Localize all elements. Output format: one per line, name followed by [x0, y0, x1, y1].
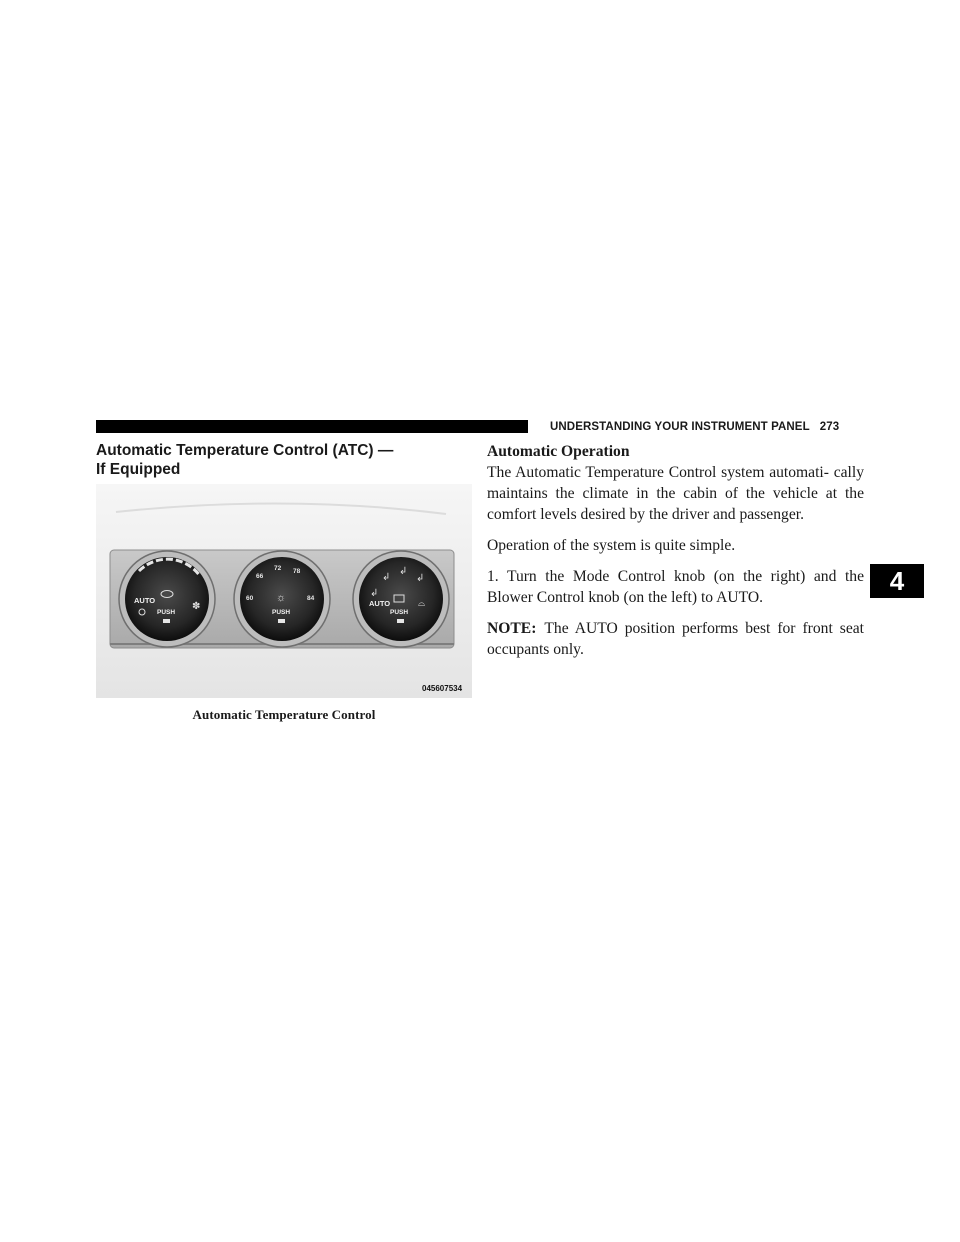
bilevel-mode-icon: ↲: [399, 566, 408, 577]
sun-icon: ☼: [276, 592, 287, 604]
temp-mark-60: 60: [246, 595, 254, 602]
paragraph-simple: Operation of the system is quite simple.: [487, 537, 736, 554]
mode-control-knob: [353, 551, 449, 647]
paragraph-step-1: 1. Turn the Mode Control knob (on the right) and the Blower Control knob (on the left) to AUTO.: [487, 568, 864, 606]
right-column: [487, 443, 864, 670]
note-text: The AUTO position performs best for front seat occupants only.: [487, 620, 864, 658]
mode-indicator-led: [397, 619, 404, 623]
section-heading-line2: If Equipped: [96, 461, 181, 478]
temp-indicator-led: [278, 619, 285, 623]
fan-icon: ✽: [192, 601, 201, 612]
floor-mode-icon: ↲: [416, 573, 425, 584]
mix-mode-icon: ↲: [370, 588, 379, 599]
atc-control-figure: [96, 484, 472, 698]
subsection-heading: Automatic Operation: [487, 443, 630, 460]
temp-mark-84: 84: [307, 595, 315, 602]
blower-push-label: PUSH: [157, 609, 176, 616]
panel-mode-icon: ↲: [382, 572, 391, 583]
front-defrost-icon: ⌓: [418, 598, 426, 608]
section-title: UNDERSTANDING YOUR INSTRUMENT PANEL: [550, 421, 810, 433]
figure-id: 045607534: [422, 684, 463, 693]
header-rule: [96, 420, 528, 433]
figure-caption: Automatic Temperature Control: [192, 707, 376, 722]
section-heading-line1: Automatic Temperature Control (ATC) —: [96, 442, 394, 459]
mode-auto-label: AUTO: [369, 599, 391, 608]
temp-push-label: PUSH: [272, 609, 291, 616]
note-paragraph: [487, 618, 864, 660]
mode-push-label: PUSH: [390, 609, 409, 616]
paragraph-intro: The Automatic Temperature Control system automati- cally maintains the climate in the cabin of the vehicle at the comfort levels desired by the driver and passenger.: [487, 464, 864, 523]
blower-indicator-led: [163, 619, 170, 623]
running-header: [550, 420, 839, 434]
page-number: 273: [819, 421, 840, 433]
temperature-control-knob: [234, 551, 330, 647]
temp-mark-72: 72: [274, 565, 282, 572]
note-label: NOTE:: [487, 620, 537, 637]
blower-auto-label: AUTO: [134, 596, 156, 605]
temp-mark-78: 78: [293, 568, 301, 575]
temp-mark-66: 66: [256, 573, 264, 580]
section-heading: [96, 441, 466, 479]
blower-control-knob: [119, 551, 215, 647]
atc-panel-illustration: [96, 484, 472, 698]
chapter-tab: 4: [870, 564, 924, 598]
